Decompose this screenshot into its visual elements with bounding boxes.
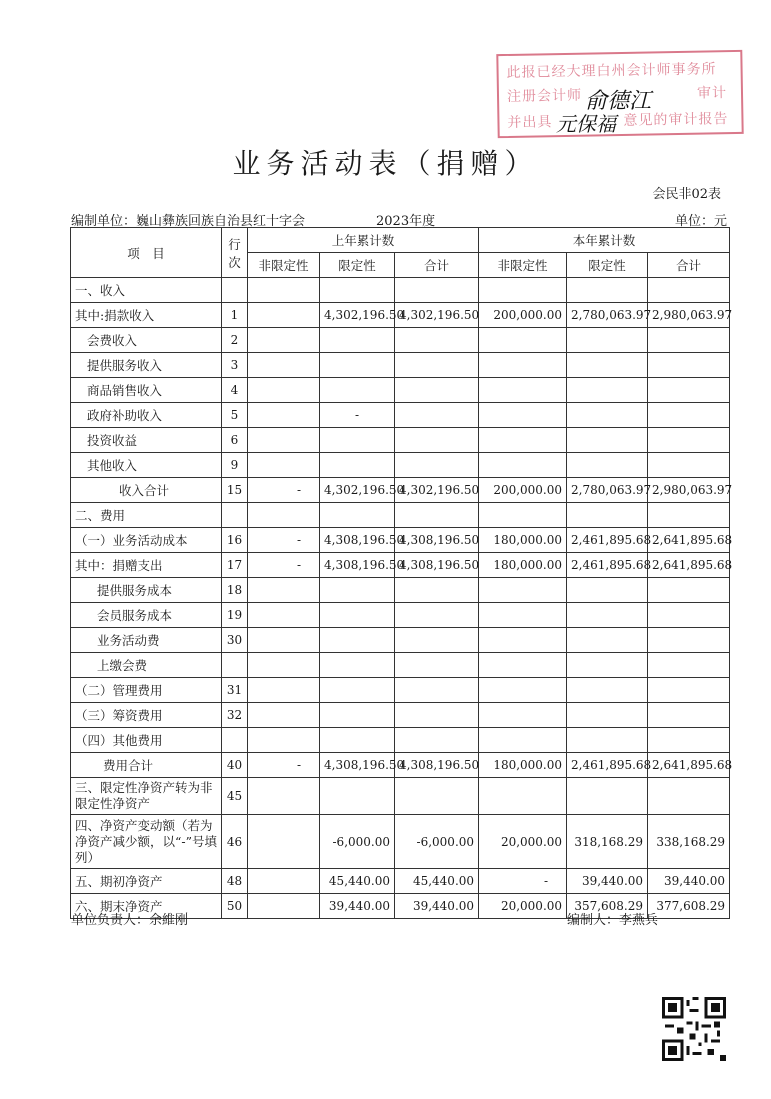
- stamp-line-2: 注册会计师: [506, 87, 583, 105]
- stamp-line-1: 此报已经大理白州会计师事务所: [506, 61, 717, 81]
- cell-last-restricted: 4,308,196.50: [320, 528, 395, 553]
- row-item: 投资收益: [71, 428, 222, 453]
- cell-this-total: 2,641,895.68: [648, 553, 730, 578]
- cell-this-unrestricted: [479, 703, 567, 728]
- row-line-no: 18: [222, 578, 248, 603]
- row-line-no: [222, 503, 248, 528]
- cell-last-total: [395, 278, 479, 303]
- cell-this-total: [648, 728, 730, 753]
- row-line-no: 5: [222, 403, 248, 428]
- cell-last-total: 39,440.00: [395, 894, 479, 919]
- cell-last-unrestricted: [248, 628, 320, 653]
- cell-this-total: [648, 278, 730, 303]
- cell-last-total: 4,308,196.50: [395, 753, 479, 778]
- cell-last-total: [395, 778, 479, 815]
- cell-this-restricted: [567, 403, 648, 428]
- cell-this-total: [648, 503, 730, 528]
- header-this-year: 本年累计数: [479, 228, 730, 253]
- table-row: [71, 869, 730, 894]
- cell-last-unrestricted: [248, 503, 320, 528]
- cell-this-total: [648, 428, 730, 453]
- table-row: [71, 678, 730, 703]
- header-this-unrestricted: 非限定性: [479, 253, 567, 278]
- cell-last-total: [395, 628, 479, 653]
- cell-this-unrestricted: [479, 678, 567, 703]
- cell-last-total: [395, 503, 479, 528]
- currency-unit: 单位：元: [674, 214, 727, 229]
- cell-last-restricted: -6,000.00: [320, 815, 395, 869]
- row-item: 三、限定性净资产转为非限定性净资产: [71, 778, 222, 815]
- table-row: [71, 303, 730, 328]
- cell-last-restricted: 4,308,196.50: [320, 753, 395, 778]
- cell-last-restricted: [320, 428, 395, 453]
- cell-last-restricted: [320, 503, 395, 528]
- cell-this-restricted: [567, 578, 648, 603]
- row-item: 提供服务成本: [71, 578, 222, 603]
- row-line-no: 4: [222, 378, 248, 403]
- row-item: 其中：捐赠支出: [71, 553, 222, 578]
- cell-this-unrestricted: [479, 328, 567, 353]
- row-line-no: 17: [222, 553, 248, 578]
- cell-this-restricted: 357,608.29: [567, 894, 648, 919]
- row-item: 上缴会费: [71, 653, 222, 678]
- table-row: [71, 653, 730, 678]
- table-row: [71, 753, 730, 778]
- cell-last-unrestricted: [248, 778, 320, 815]
- cell-this-total: [648, 653, 730, 678]
- cell-last-unrestricted: [248, 403, 320, 428]
- cell-this-restricted: [567, 628, 648, 653]
- table-row: [71, 353, 730, 378]
- row-line-no: 40: [222, 753, 248, 778]
- cell-last-total: 4,308,196.50: [395, 528, 479, 553]
- page-title: 业务活动表（捐赠）: [232, 147, 539, 180]
- cell-this-total: [648, 678, 730, 703]
- cell-this-restricted: [567, 353, 648, 378]
- cell-this-unrestricted: [479, 353, 567, 378]
- cell-this-restricted: [567, 378, 648, 403]
- row-item: 收入合计: [71, 478, 222, 503]
- cell-last-unrestricted: [248, 653, 320, 678]
- cell-last-total: [395, 678, 479, 703]
- row-line-no: 50: [222, 894, 248, 919]
- cell-this-total: 2,641,895.68: [648, 528, 730, 553]
- cell-last-total: 4,302,196.50: [395, 478, 479, 503]
- cell-this-unrestricted: 200,000.00: [479, 303, 567, 328]
- row-line-no: 9: [222, 453, 248, 478]
- row-item: （三）筹资费用: [71, 703, 222, 728]
- cell-this-restricted: [567, 278, 648, 303]
- cell-last-restricted: [320, 703, 395, 728]
- cell-last-restricted: [320, 278, 395, 303]
- cell-this-restricted: 2,780,063.97: [567, 303, 648, 328]
- cell-last-unrestricted: [248, 894, 320, 919]
- table-row: [71, 453, 730, 478]
- cell-this-total: [648, 778, 730, 815]
- row-line-no: [222, 653, 248, 678]
- cell-this-restricted: 2,461,895.68: [567, 528, 648, 553]
- row-item: （四）其他费用: [71, 728, 222, 753]
- cell-this-unrestricted: [479, 403, 567, 428]
- cell-last-total: [395, 603, 479, 628]
- row-item: 一、收入: [71, 278, 222, 303]
- cell-last-total: [395, 728, 479, 753]
- cell-last-unrestricted: [248, 869, 320, 894]
- table-row: [71, 378, 730, 403]
- cell-last-unrestricted: [248, 378, 320, 403]
- cell-this-restricted: [567, 703, 648, 728]
- header-last-unrestricted: 非限定性: [248, 253, 320, 278]
- cell-this-total: [648, 453, 730, 478]
- cell-this-total: 2,980,063.97: [648, 478, 730, 503]
- cell-this-total: [648, 378, 730, 403]
- cell-this-restricted: 2,461,895.68: [567, 553, 648, 578]
- signature-2: 元保福: [556, 112, 616, 136]
- cell-last-total: 45,440.00: [395, 869, 479, 894]
- row-line-no: 30: [222, 628, 248, 653]
- cell-this-restricted: [567, 503, 648, 528]
- cell-this-unrestricted: 200,000.00: [479, 478, 567, 503]
- cell-this-unrestricted: [479, 778, 567, 815]
- cell-this-unrestricted: [479, 278, 567, 303]
- cell-this-total: [648, 578, 730, 603]
- cell-this-restricted: [567, 678, 648, 703]
- cell-last-restricted: [320, 353, 395, 378]
- cell-this-unrestricted: 180,000.00: [479, 553, 567, 578]
- row-item: 会费收入: [71, 328, 222, 353]
- row-line-no: 3: [222, 353, 248, 378]
- row-item: 业务活动费: [71, 628, 222, 653]
- cell-this-unrestricted: [479, 428, 567, 453]
- cell-this-restricted: [567, 428, 648, 453]
- cell-last-unrestricted: [248, 578, 320, 603]
- cell-this-total: 2,980,063.97: [648, 303, 730, 328]
- row-line-no: 6: [222, 428, 248, 453]
- row-line-no: 1: [222, 303, 248, 328]
- row-line-no: 32: [222, 703, 248, 728]
- row-line-no: 19: [222, 603, 248, 628]
- cell-this-restricted: [567, 653, 648, 678]
- row-item: 提供服务收入: [71, 353, 222, 378]
- cell-this-unrestricted: [479, 578, 567, 603]
- table-row: [71, 328, 730, 353]
- cell-this-restricted: 318,168.29: [567, 815, 648, 869]
- cell-last-total: [395, 453, 479, 478]
- compiling-unit: 编制单位：巍山彝族回族自治县红十字会: [71, 214, 306, 229]
- cell-this-total: 338,168.29: [648, 815, 730, 869]
- cell-last-restricted: 4,302,196.50: [320, 478, 395, 503]
- cell-last-restricted: [320, 628, 395, 653]
- row-item: 商品销售收入: [71, 378, 222, 403]
- cell-this-total: [648, 353, 730, 378]
- cell-this-unrestricted: -: [479, 869, 567, 894]
- cell-last-unrestricted: [248, 278, 320, 303]
- cell-this-unrestricted: [479, 628, 567, 653]
- signature-1: 俞德江: [585, 89, 652, 114]
- cell-last-restricted: 4,308,196.50: [320, 553, 395, 578]
- table-row: [71, 703, 730, 728]
- row-item: 政府补助收入: [71, 403, 222, 428]
- cell-this-total: [648, 403, 730, 428]
- cell-last-total: [395, 403, 479, 428]
- header-line: 行次: [222, 228, 248, 278]
- header-last-total: 合计: [395, 253, 479, 278]
- cell-this-total: [648, 603, 730, 628]
- qr-code-icon: [662, 997, 726, 1061]
- cell-this-restricted: 39,440.00: [567, 869, 648, 894]
- cell-this-unrestricted: [479, 603, 567, 628]
- report-year: 2023年度: [376, 214, 436, 229]
- cell-last-total: [395, 378, 479, 403]
- stamp-line-3: 并出具: [507, 114, 553, 131]
- cell-last-unrestricted: [248, 603, 320, 628]
- cell-last-unrestricted: -: [248, 528, 320, 553]
- table-row: [71, 503, 730, 528]
- form-number: 会民非02表: [652, 187, 721, 202]
- cell-last-restricted: 39,440.00: [320, 894, 395, 919]
- row-item: 四、净资产变动额（若为净资产减少额，以“-”号填列）: [71, 815, 222, 869]
- cell-this-restricted: [567, 728, 648, 753]
- cell-last-restricted: -: [320, 403, 395, 428]
- cell-last-total: [395, 578, 479, 603]
- row-line-no: [222, 278, 248, 303]
- cell-this-restricted: 2,461,895.68: [567, 753, 648, 778]
- cell-this-restricted: [567, 603, 648, 628]
- row-line-no: 16: [222, 528, 248, 553]
- row-item: 会员服务成本: [71, 603, 222, 628]
- cell-last-total: [395, 353, 479, 378]
- table-row: [71, 578, 730, 603]
- cell-last-restricted: 45,440.00: [320, 869, 395, 894]
- cell-last-unrestricted: [248, 728, 320, 753]
- cell-this-total: 2,641,895.68: [648, 753, 730, 778]
- row-item: （二）管理费用: [71, 678, 222, 703]
- cell-last-unrestricted: -: [248, 478, 320, 503]
- table-row: [71, 428, 730, 453]
- row-line-no: 31: [222, 678, 248, 703]
- cell-last-total: 4,308,196.50: [395, 553, 479, 578]
- cell-last-total: [395, 703, 479, 728]
- table-row: [71, 553, 730, 578]
- cell-last-unrestricted: [248, 678, 320, 703]
- cell-this-total: [648, 628, 730, 653]
- cell-last-unrestricted: [248, 815, 320, 869]
- table-row: [71, 628, 730, 653]
- row-item: 六、期末净资产: [71, 894, 222, 919]
- cell-this-unrestricted: [479, 653, 567, 678]
- row-line-no: 46: [222, 815, 248, 869]
- cell-last-restricted: [320, 728, 395, 753]
- row-item: 其中:捐款收入: [71, 303, 222, 328]
- cell-this-unrestricted: [479, 453, 567, 478]
- table-row: [71, 815, 730, 869]
- table-row: [71, 403, 730, 428]
- cell-last-total: [395, 428, 479, 453]
- row-line-no: 48: [222, 869, 248, 894]
- cell-last-unrestricted: -: [248, 753, 320, 778]
- activity-table: [70, 227, 733, 919]
- cell-last-restricted: [320, 578, 395, 603]
- row-line-no: 15: [222, 478, 248, 503]
- cell-last-restricted: [320, 378, 395, 403]
- header-item: 项 目: [71, 228, 222, 278]
- cell-last-unrestricted: [248, 328, 320, 353]
- table-row: [71, 478, 730, 503]
- cell-last-restricted: [320, 678, 395, 703]
- table-row: [71, 728, 730, 753]
- header-this-total: 合计: [648, 253, 730, 278]
- cell-last-total: 4,302,196.50: [395, 303, 479, 328]
- row-line-no: 2: [222, 328, 248, 353]
- cell-this-unrestricted: [479, 503, 567, 528]
- cell-this-unrestricted: 20,000.00: [479, 815, 567, 869]
- cell-this-total: [648, 328, 730, 353]
- cell-last-unrestricted: -: [248, 553, 320, 578]
- cell-last-unrestricted: [248, 453, 320, 478]
- row-item: （一）业务活动成本: [71, 528, 222, 553]
- table-row: [71, 278, 730, 303]
- cell-this-restricted: [567, 453, 648, 478]
- cell-this-unrestricted: 20,000.00: [479, 894, 567, 919]
- cell-this-total: 377,608.29: [648, 894, 730, 919]
- header-last-restricted: 限定性: [320, 253, 395, 278]
- table-row: [71, 778, 730, 815]
- cell-this-unrestricted: [479, 728, 567, 753]
- cell-last-total: [395, 328, 479, 353]
- cell-last-total: -6,000.00: [395, 815, 479, 869]
- cell-last-unrestricted: [248, 703, 320, 728]
- cell-last-unrestricted: [248, 428, 320, 453]
- cell-last-restricted: [320, 778, 395, 815]
- cell-this-total: 39,440.00: [648, 869, 730, 894]
- cell-last-restricted: [320, 603, 395, 628]
- cell-last-unrestricted: [248, 353, 320, 378]
- cell-this-unrestricted: [479, 378, 567, 403]
- row-item: 其他收入: [71, 453, 222, 478]
- unit-head: 单位负责人：余維刚: [71, 913, 189, 928]
- stamp-line-3b: 意见的审计报告: [623, 111, 729, 129]
- cell-last-restricted: [320, 653, 395, 678]
- header-this-restricted: 限定性: [567, 253, 648, 278]
- cell-last-restricted: [320, 328, 395, 353]
- cell-last-total: [395, 653, 479, 678]
- cell-this-unrestricted: 180,000.00: [479, 528, 567, 553]
- cell-this-restricted: [567, 778, 648, 815]
- preparer: 编制人：李燕兵: [567, 913, 659, 928]
- row-item: 五、期初净资产: [71, 869, 222, 894]
- row-item: 二、费用: [71, 503, 222, 528]
- cell-last-restricted: [320, 453, 395, 478]
- cell-this-restricted: [567, 328, 648, 353]
- cell-this-restricted: 2,780,063.97: [567, 478, 648, 503]
- cell-last-restricted: 4,302,196.50: [320, 303, 395, 328]
- cell-this-total: [648, 703, 730, 728]
- cell-last-unrestricted: [248, 303, 320, 328]
- table-row: [71, 528, 730, 553]
- header-last-year: 上年累计数: [248, 228, 479, 253]
- row-item: 费用合计: [71, 753, 222, 778]
- cell-this-unrestricted: 180,000.00: [479, 753, 567, 778]
- row-line-no: [222, 728, 248, 753]
- stamp-line-2b: 审计: [696, 85, 728, 102]
- table-row: [71, 603, 730, 628]
- row-line-no: 45: [222, 778, 248, 815]
